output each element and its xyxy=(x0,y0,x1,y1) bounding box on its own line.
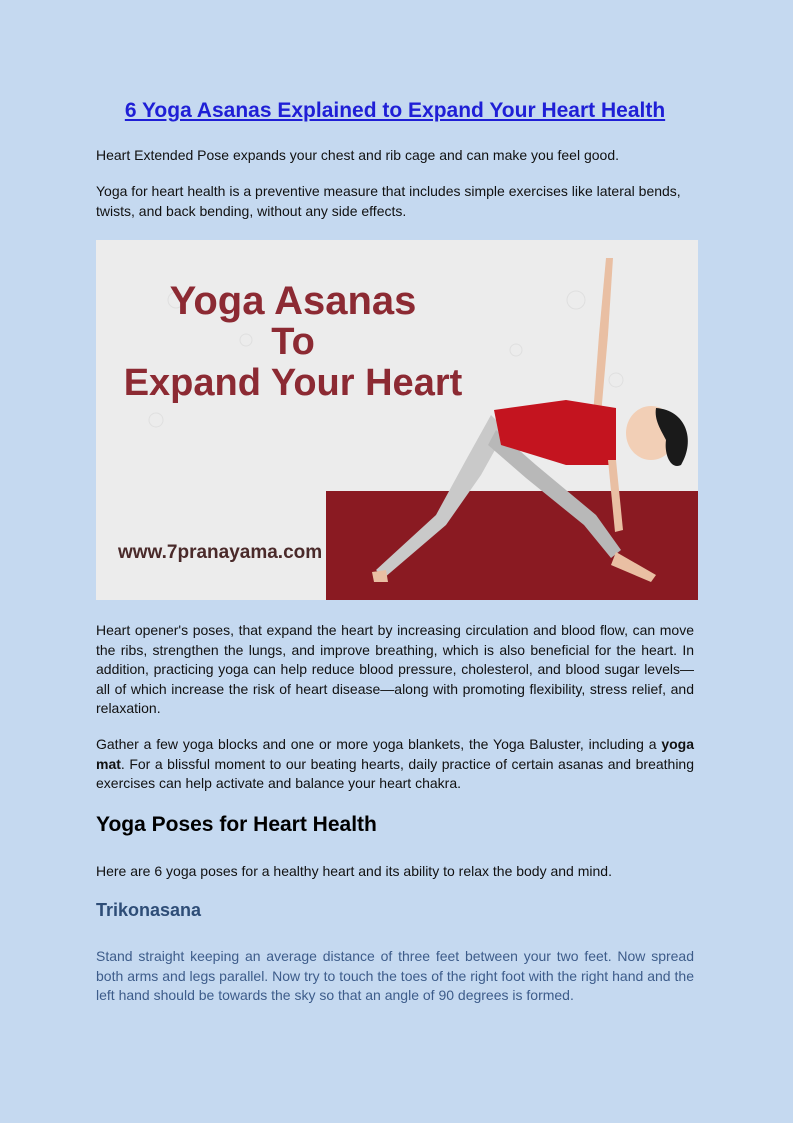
hero-title-line2: To xyxy=(271,321,315,363)
hero-title-line3: Expand Your Heart xyxy=(123,362,463,404)
section-intro: Here are 6 yoga poses for a healthy heart and its ability to relax the body and mind. xyxy=(96,863,612,879)
hero-url: www.7pranayama.com xyxy=(118,542,323,563)
document-page xyxy=(96,96,694,1003)
paragraph-gather-props: Gather a few yoga blocks and one or more yoga blankets, the Yoga Baluster, including a yoga mat. For a blissful moment to our beating hearts, daily practice of certain asanas and breathing exercises can help activate and balance your heart chakra. xyxy=(96,736,694,791)
paragraph-heart-health: Yoga for heart health is a preventive measure that includes simple exercises like lateral bends, twists, and back bending, without any side effects. xyxy=(96,183,681,219)
section-heading: Yoga Poses for Heart Health xyxy=(96,813,377,836)
paragraph-heart-openers: Heart opener's poses, that expand the heart by increasing circulation and blood flow, can move the ribs, strengthen the lungs, and improve breathing, which is also beneficial for the heart. In addition, practicing yoga can help reduce blood pressure, cholesterol, and blood sugar levels—all of which increase the risk of heart disease—along with promoting flexibility, stress relief, and relaxation. xyxy=(96,622,694,716)
article-title-link[interactable]: 6 Yoga Asanas Explained to Expand Your Heart Health xyxy=(124,99,666,122)
hero-floor xyxy=(326,491,698,600)
hero-image xyxy=(96,240,698,600)
yoga-mat-bold: yoga mat xyxy=(96,736,694,772)
pose-heading-trikonasana: Trikonasana xyxy=(96,900,202,920)
intro-paragraph: Heart Extended Pose expands your chest and rib cage and can make you feel good. xyxy=(96,147,620,163)
hero-title-line1: Yoga Asanas xyxy=(169,279,417,323)
pose-description-trikonasana: Stand straight keeping an average distance of three feet between your two feet. Now spread both arms and legs parallel. Now try to touch the toes of the right foot with the right hand and the left hand should be towards the sky so that an angle of 90 degrees is formed. xyxy=(96,948,694,1003)
